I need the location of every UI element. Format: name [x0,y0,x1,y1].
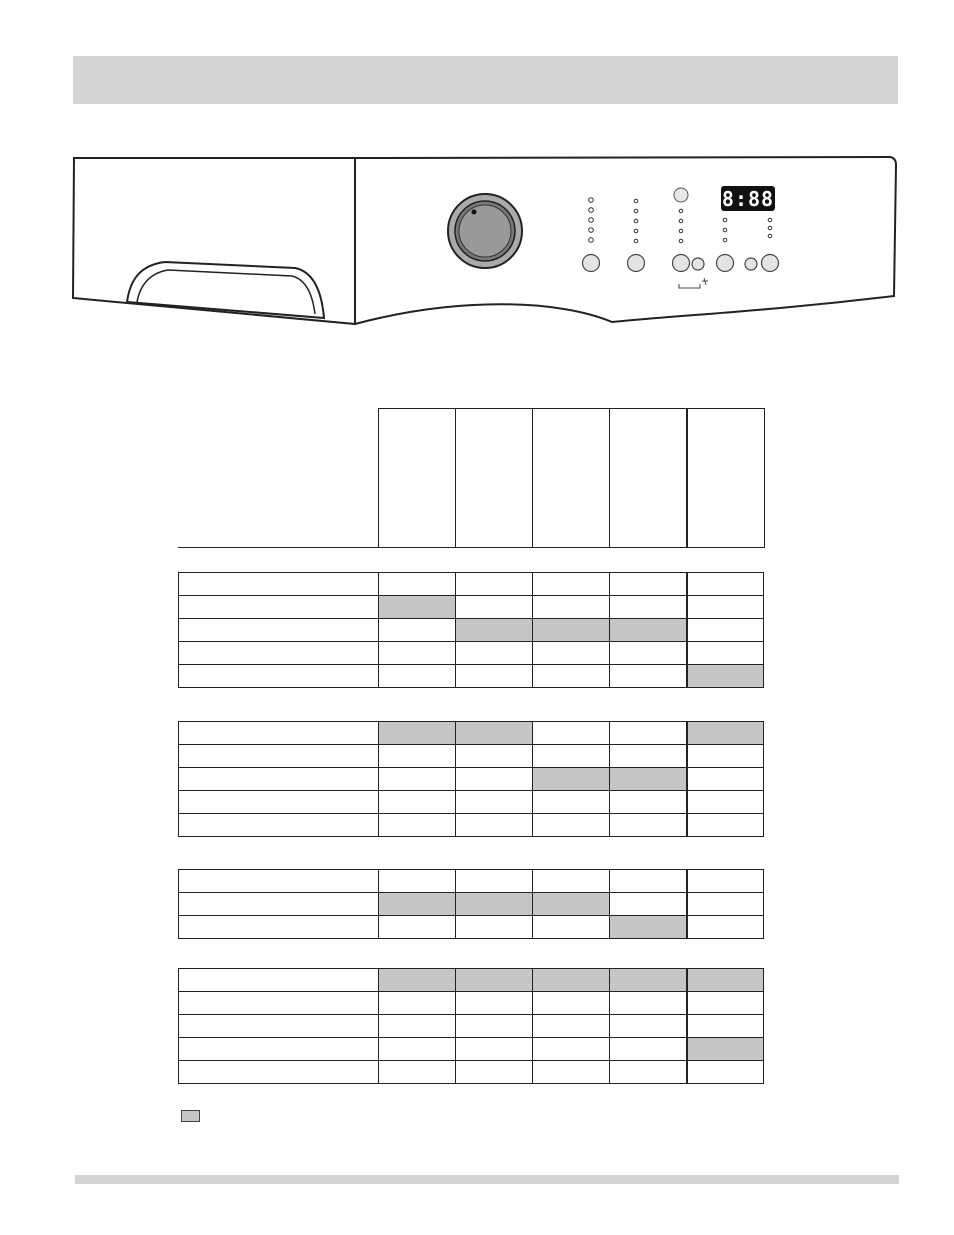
control-panel-illustration [0,0,954,340]
table-cell [379,1061,456,1084]
table-cell [456,1038,533,1061]
table-cell [533,642,610,665]
table-cell [687,596,764,619]
table-cell [379,1015,456,1038]
table-row [179,893,764,916]
table-cell [533,814,610,837]
table-row [179,665,764,688]
shaded-cell [687,722,764,745]
row-label-cell [179,722,379,745]
drawer-handle [127,262,324,318]
program-selector-dial-icon[interactable] [448,194,522,268]
shaded-cell [610,768,687,791]
table-cell [456,1015,533,1038]
table-cell [610,1038,687,1061]
table-row [179,768,764,791]
table-cell [456,870,533,893]
table-cell [456,665,533,688]
start-pause-button[interactable] [674,188,688,202]
table-cell [379,992,456,1015]
table-row [179,870,764,893]
table-cell [456,916,533,939]
table-cell [610,596,687,619]
table-cell [610,1061,687,1084]
row-label-cell [179,1038,379,1061]
indicator-led [679,229,683,233]
shaded-cell [687,665,764,688]
shaded-cell [610,916,687,939]
table-cell [687,745,764,768]
row-label-cell [179,745,379,768]
table-cell [687,1061,764,1084]
table-cell [456,745,533,768]
table-cell [379,1038,456,1061]
table-cell [687,791,764,814]
table-cell [456,791,533,814]
table-row [179,992,764,1015]
table-cell [379,619,456,642]
option-table-2 [178,721,764,837]
option-table-4 [178,968,764,1084]
shaded-cell [533,768,610,791]
row-label-cell [179,870,379,893]
table-cell [533,1015,610,1038]
footer-bar [75,1175,899,1184]
row-label-cell [179,916,379,939]
indicator-led [589,228,594,233]
table-cell [379,665,456,688]
indicator-led [679,239,683,243]
table-cell [687,1015,764,1038]
table-cell [533,791,610,814]
indicator-led [589,208,594,213]
header-col-line [609,408,610,547]
indicator-led [634,229,638,233]
shaded-cell [456,969,533,992]
row-label-cell [179,573,379,596]
option-button-1[interactable] [583,255,600,272]
digital-display [721,186,775,211]
table-cell [610,642,687,665]
indicator-led [679,209,683,213]
table-cell [533,722,610,745]
table-cell [687,893,764,916]
indicator-led [768,218,772,222]
table-row [179,969,764,992]
indicator-led [589,218,594,223]
table-cell [456,1061,533,1084]
option-table-3 [178,869,764,939]
table-row [179,791,764,814]
table-cell [456,992,533,1015]
table-cell [456,642,533,665]
table-cell [687,573,764,596]
shaded-cell [379,722,456,745]
row-label-cell [179,791,379,814]
table-cell [456,768,533,791]
indicator-led [589,238,594,243]
header-top-line [378,408,764,409]
option-button-4[interactable] [692,258,704,270]
header-underline [178,547,765,548]
shaded-cell [379,969,456,992]
header-col-line [378,408,379,547]
shaded-cell [687,1038,764,1061]
shaded-cell [379,893,456,916]
table-cell [533,870,610,893]
row-label-cell [179,1061,379,1084]
shaded-cell [533,619,610,642]
row-label-cell [179,768,379,791]
table-cell [533,745,610,768]
indicator-led [634,219,638,223]
table-cell [687,768,764,791]
row-label-cell [179,596,379,619]
table-cell [533,992,610,1015]
header-col-line [686,408,688,547]
indicator-led [723,218,727,222]
table-cell [610,791,687,814]
table-cell [687,642,764,665]
shaded-cell [687,969,764,992]
header-col-line [532,408,533,547]
table-row [179,916,764,939]
table-row [179,573,764,596]
table-cell [533,596,610,619]
table-cell [533,665,610,688]
row-label-cell [179,893,379,916]
table-cell [610,870,687,893]
option-button-7[interactable] [762,255,779,272]
table-row [179,1038,764,1061]
shaded-cell [456,619,533,642]
row-label-cell [179,992,379,1015]
indicator-led [634,239,638,243]
table-row [179,722,764,745]
table-header [178,408,765,548]
table-cell [379,642,456,665]
indicator-led [634,199,638,203]
row-label-cell [179,665,379,688]
table-row [179,814,764,837]
table-cell [379,916,456,939]
table-row [179,745,764,768]
legend-shade-swatch [181,1110,200,1122]
indicator-led [634,209,638,213]
table-cell [533,1061,610,1084]
indicator-led [589,198,594,203]
row-label-cell [179,619,379,642]
table-cell [533,916,610,939]
table-cell [379,768,456,791]
table-cell [610,745,687,768]
option-button-3[interactable] [673,255,690,272]
table-cell [687,870,764,893]
table-cell [379,573,456,596]
option-button-2[interactable] [628,255,645,272]
shaded-cell [533,893,610,916]
table-cell [533,573,610,596]
table-cell [610,573,687,596]
table-cell [379,870,456,893]
header-col-line [455,408,456,547]
option-table-1 [178,572,764,688]
table-cell [687,619,764,642]
table-cell [610,814,687,837]
table-cell [610,722,687,745]
shaded-cell [533,969,610,992]
table-cell [379,791,456,814]
indicator-led [723,228,727,232]
shaded-cell [610,969,687,992]
row-label-cell [179,642,379,665]
row-label-cell [179,1015,379,1038]
table-row [179,642,764,665]
table-cell [687,992,764,1015]
table-row [179,1061,764,1084]
header-col-line [764,408,765,547]
shaded-cell [456,893,533,916]
option-button-5[interactable] [717,255,734,272]
table-cell [456,596,533,619]
table-cell [533,1038,610,1061]
indicator-led [723,238,727,242]
shaded-cell [610,619,687,642]
table-row [179,1015,764,1038]
table-row [179,596,764,619]
display-readout: 8:88 [721,187,775,211]
table-cell [687,916,764,939]
indicator-led [768,234,772,238]
shaded-cell [379,596,456,619]
shaded-cell [456,722,533,745]
table-cell [610,665,687,688]
table-cell [456,573,533,596]
table-cell [610,1015,687,1038]
panel-body [355,157,896,324]
table-cell [379,745,456,768]
option-button-6[interactable] [745,258,757,270]
indicator-led [768,226,772,230]
row-label-cell [179,814,379,837]
table-cell [456,814,533,837]
table-cell [687,814,764,837]
table-cell [379,814,456,837]
table-cell [610,893,687,916]
table-cell [610,992,687,1015]
indicator-led [679,219,683,223]
table-row [179,619,764,642]
row-label-cell [179,969,379,992]
